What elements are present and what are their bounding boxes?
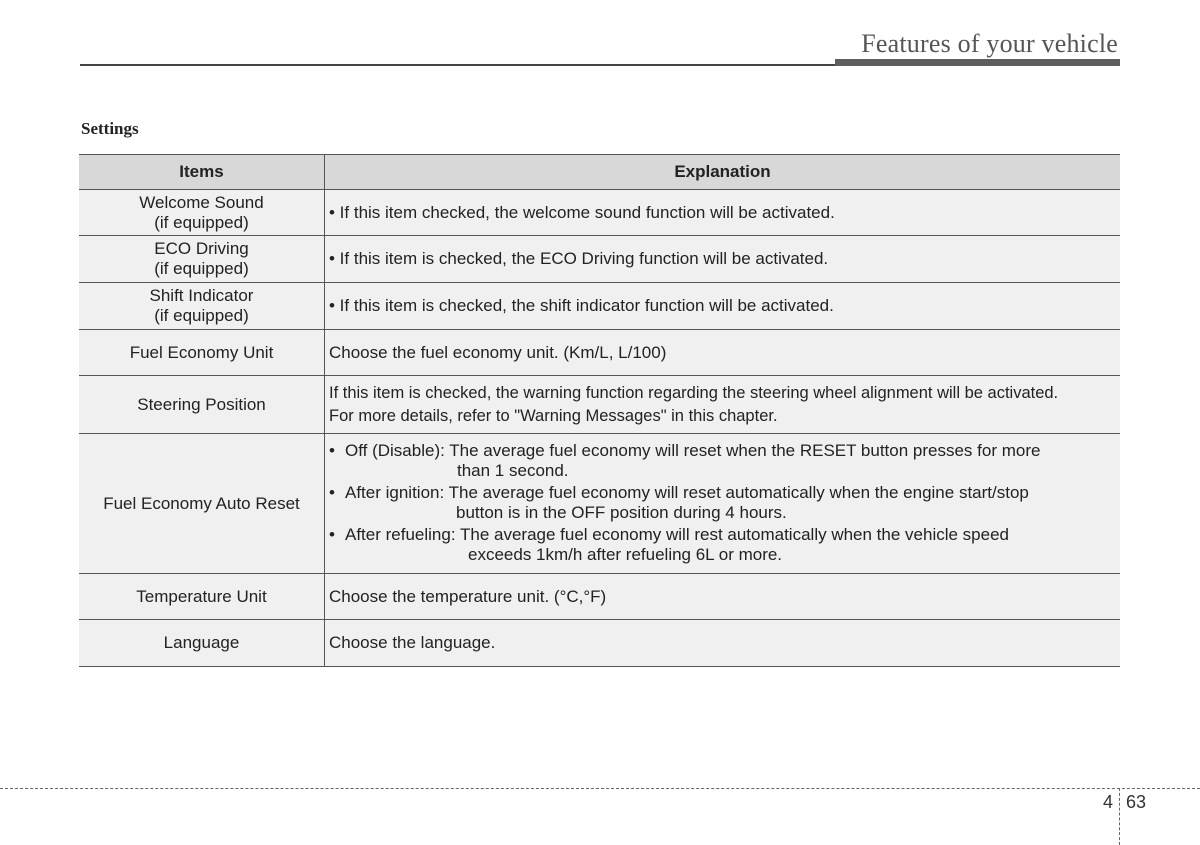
explanation-text: • If this item is checked, the shift indicator function will be activated. bbox=[329, 296, 834, 315]
item-note: (if equipped) bbox=[154, 212, 249, 232]
item-cell bbox=[79, 330, 325, 376]
table-row bbox=[79, 574, 1120, 620]
explanation-cell bbox=[325, 236, 1121, 283]
chapter-number: 4 bbox=[1103, 792, 1114, 812]
list-item bbox=[329, 483, 1120, 523]
page-number-divider bbox=[1119, 788, 1120, 845]
table-header-row bbox=[79, 155, 1120, 190]
option-label: After ignition: bbox=[345, 483, 445, 502]
option-text-continued: than 1 second. bbox=[457, 461, 569, 480]
footer-dashed-rule bbox=[0, 788, 1200, 789]
table-row bbox=[79, 330, 1120, 376]
item-name: Fuel Economy Unit bbox=[129, 342, 274, 362]
section-title: Settings bbox=[81, 119, 139, 138]
explanation-cell bbox=[325, 330, 1121, 376]
item-cell bbox=[79, 283, 325, 330]
column-header-items: Items bbox=[79, 155, 325, 190]
page-header-title: Features of your vehicle bbox=[861, 29, 1118, 58]
option-label: Off (Disable): bbox=[345, 441, 445, 460]
explanation-text: Choose the temperature unit. (°C,°F) bbox=[329, 586, 607, 606]
table-row bbox=[79, 376, 1120, 434]
explanation-text: Choose the fuel economy unit. (Km/L, L/100) bbox=[329, 342, 667, 362]
item-name: Shift Indicator bbox=[149, 286, 254, 305]
item-cell bbox=[79, 236, 325, 283]
explanation-cell bbox=[325, 376, 1121, 434]
settings-table bbox=[79, 154, 1120, 667]
table-row bbox=[79, 236, 1120, 283]
reset-options-list bbox=[329, 434, 1120, 573]
bullet: • bbox=[329, 441, 335, 460]
explanation-cell bbox=[325, 434, 1121, 574]
option-text: The average fuel economy will reset automatically when the engine start/stop bbox=[448, 483, 1029, 502]
item-name: Temperature Unit bbox=[136, 586, 267, 606]
table-row bbox=[79, 434, 1120, 574]
item-note: (if equipped) bbox=[154, 306, 249, 325]
explanation-text: If this item is checked, the warning function regarding the steering wheel alignment will be activated. bbox=[329, 383, 1059, 402]
item-note: (if equipped) bbox=[154, 259, 249, 278]
item-name: ECO Driving bbox=[154, 239, 249, 258]
option-text-continued: exceeds 1km/h after refueling 6L or more. bbox=[468, 545, 783, 564]
option-text: The average fuel economy will rest automatically when the vehicle speed bbox=[459, 525, 1009, 544]
item-name: Welcome Sound bbox=[139, 192, 264, 212]
explanation-text: • If this item checked, the welcome sound function will be activated. bbox=[329, 202, 835, 222]
table-row bbox=[79, 190, 1120, 236]
explanation-text: Choose the language. bbox=[329, 633, 496, 652]
explanation-cell bbox=[325, 574, 1121, 620]
item-name: Language bbox=[163, 633, 240, 652]
item-name: Steering Position bbox=[137, 394, 266, 414]
explanation-cell bbox=[325, 190, 1121, 236]
list-item bbox=[329, 441, 1120, 481]
option-text-continued: button is in the OFF position during 4 hours. bbox=[456, 503, 787, 522]
explanation-cell bbox=[325, 620, 1121, 667]
item-cell bbox=[79, 574, 325, 620]
list-item bbox=[329, 525, 1120, 565]
explanation-text: For more details, refer to "Warning Messages" in this chapter. bbox=[329, 406, 778, 425]
column-header-explanation: Explanation bbox=[325, 155, 1121, 190]
option-text: The average fuel economy will reset when the RESET button presses for more bbox=[449, 441, 1041, 460]
table-row bbox=[79, 283, 1120, 330]
bullet: • bbox=[329, 525, 335, 544]
item-cell bbox=[79, 620, 325, 667]
page-number: 63 bbox=[1126, 792, 1147, 812]
bullet: • bbox=[329, 483, 335, 502]
item-name: Fuel Economy Auto Reset bbox=[103, 493, 300, 513]
item-cell bbox=[79, 190, 325, 236]
item-cell bbox=[79, 434, 325, 574]
item-cell bbox=[79, 376, 325, 434]
explanation-text: • If this item is checked, the ECO Driving function will be activated. bbox=[329, 249, 829, 268]
option-label: After refueling: bbox=[345, 525, 456, 544]
explanation-cell bbox=[325, 283, 1121, 330]
table-row bbox=[79, 620, 1120, 667]
header-rule-accent bbox=[835, 59, 1120, 66]
header-rule bbox=[80, 64, 835, 66]
